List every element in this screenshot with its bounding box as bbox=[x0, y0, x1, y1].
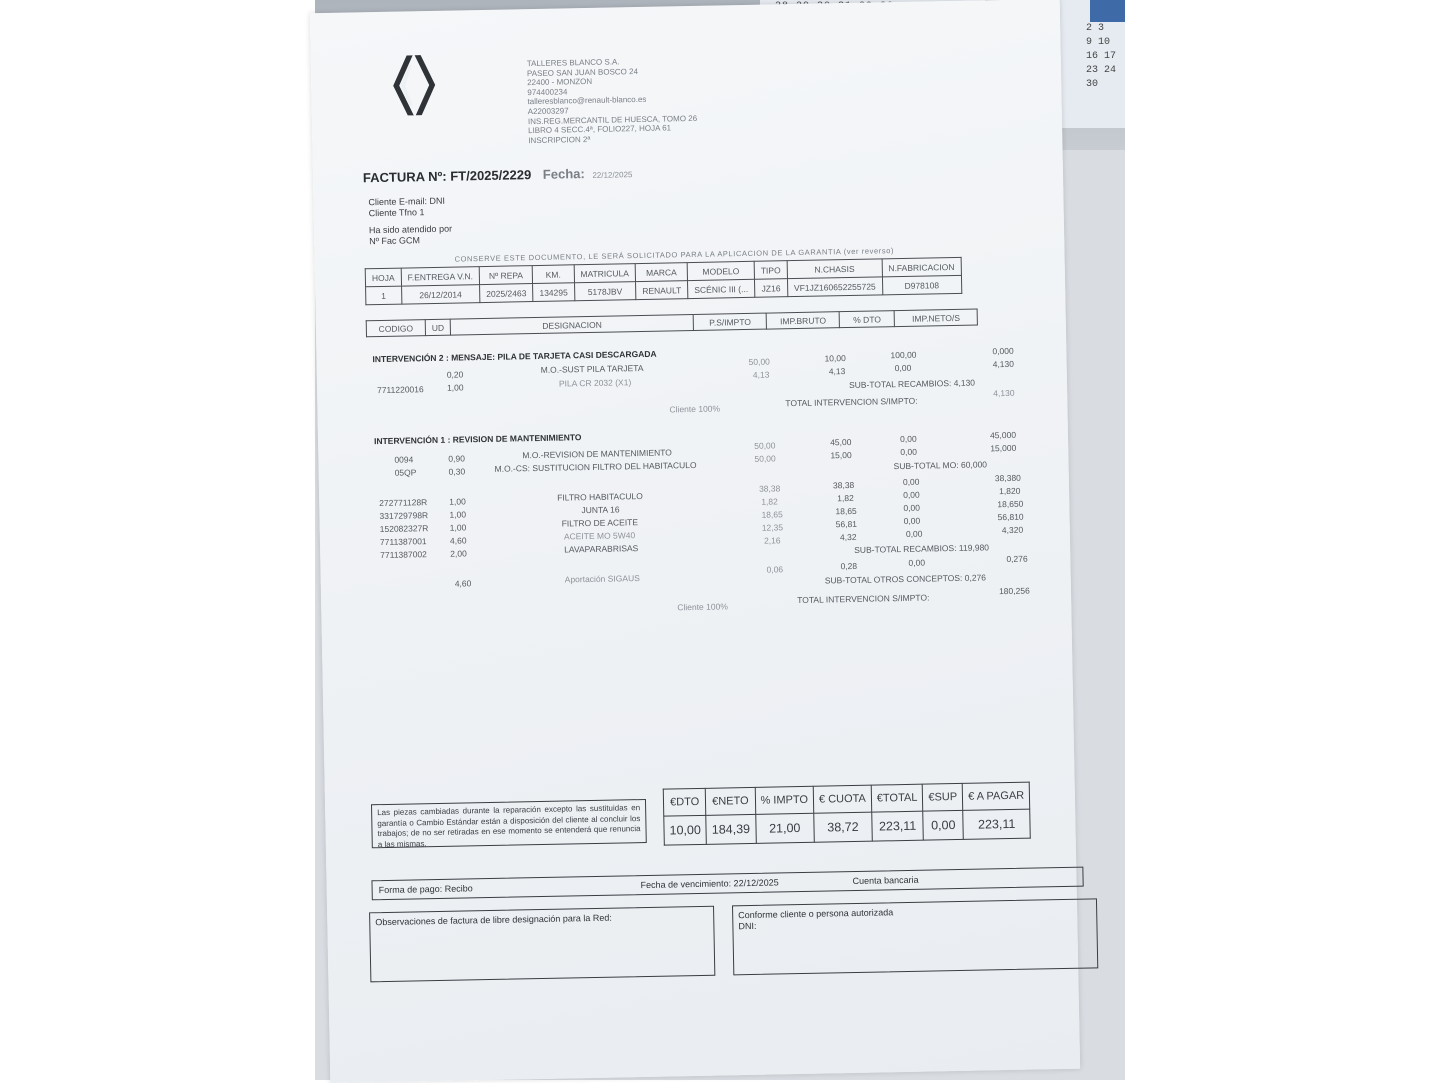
vehicle-value: D978108 bbox=[882, 275, 961, 295]
vehicle-table bbox=[365, 257, 962, 305]
line-price: 50,00 bbox=[754, 440, 776, 451]
vehicle-header: F.ENTREGA V.N. bbox=[401, 267, 480, 287]
total-intervention-label: TOTAL INTERVENCION S/IMPTO: bbox=[797, 592, 930, 606]
vehicle-header: TIPO bbox=[754, 261, 787, 280]
payment-bar bbox=[371, 867, 1083, 901]
vehicle-value: VF1JZ160652255725 bbox=[787, 277, 882, 297]
client-phone-label: Cliente Tfno 1 bbox=[368, 207, 425, 219]
vehicle-header: MARCA bbox=[635, 263, 687, 282]
line-qty: 1,00 bbox=[449, 509, 467, 520]
line-gross: 15,00 bbox=[830, 449, 852, 461]
vehicle-value: 26/12/2014 bbox=[401, 285, 480, 305]
line-gross: 38,38 bbox=[832, 479, 855, 491]
totals-value: 0,00 bbox=[923, 810, 963, 840]
calendar-header bbox=[1090, 0, 1125, 22]
payer-label: Cliente 100% bbox=[669, 403, 721, 415]
company-line: INSCRIPCION 2ª bbox=[528, 134, 591, 145]
line-code: 05QP bbox=[394, 467, 417, 478]
line-code: 152082327R bbox=[379, 523, 429, 535]
line-net: 0,276 bbox=[1006, 553, 1028, 565]
vehicle-header: HOJA bbox=[365, 268, 401, 287]
vehicle-header: MATRICULA bbox=[574, 264, 636, 283]
line-price: 50,00 bbox=[754, 453, 776, 464]
line-dto: 0,00 bbox=[905, 528, 923, 539]
line-dto: 0,00 bbox=[908, 557, 926, 568]
brand-logo-icon bbox=[389, 51, 440, 120]
invoice-date-label: Fecha: bbox=[542, 166, 585, 182]
vehicle-header: MODELO bbox=[687, 261, 754, 280]
line-desc: JUNTA 16 bbox=[581, 504, 620, 516]
line-gross: 1,82 bbox=[837, 492, 854, 504]
line-code: 7711220016 bbox=[376, 384, 424, 396]
line-dto: 0,00 bbox=[894, 362, 912, 374]
line-desc: M.O.-REVISION DE MANTENIMIENTO bbox=[522, 447, 672, 461]
line-price: 2,16 bbox=[763, 535, 781, 546]
attended-by-label: Ha sido atendido por bbox=[368, 223, 453, 236]
col-net: IMP.NETO/S bbox=[894, 309, 977, 327]
line-qty: 4,60 bbox=[449, 535, 467, 546]
subtotal-parts: SUB-TOTAL RECAMBIOS: 4,130 bbox=[848, 377, 976, 391]
vehicle-header: N.FABRICACION bbox=[882, 257, 961, 277]
line-gross: 45,00 bbox=[830, 436, 852, 448]
line-gross: 4,13 bbox=[828, 366, 846, 377]
totals-value: 21,00 bbox=[755, 813, 814, 843]
company-line: TALLERES BLANCO S.A. bbox=[526, 57, 620, 69]
total-intervention-value: 180,256 bbox=[998, 585, 1030, 597]
line-net: 18,650 bbox=[997, 498, 1024, 510]
company-line: PASEO SAN JUAN BOSCO 24 bbox=[526, 66, 639, 78]
totals-value-row bbox=[664, 809, 1031, 845]
invoice-label: FACTURA Nº: bbox=[362, 168, 447, 186]
totals-header: €TOTAL bbox=[871, 784, 923, 812]
line-dto: 0,00 bbox=[902, 476, 920, 487]
totals-value: 38,72 bbox=[814, 812, 872, 842]
line-desc: FILTRO DE ACEITE bbox=[561, 517, 639, 529]
line-code: 0094 bbox=[394, 454, 414, 465]
line-net: 4,130 bbox=[992, 358, 1015, 370]
line-price: 12,35 bbox=[761, 522, 784, 533]
company-line: 974400234 bbox=[527, 87, 568, 97]
vehicle-value: RENAULT bbox=[636, 281, 688, 300]
line-code: 331729798R bbox=[379, 510, 429, 522]
col-price: P.S/IMPTO bbox=[693, 313, 766, 330]
line-net: 1,820 bbox=[999, 485, 1021, 497]
line-net: 38,380 bbox=[994, 472, 1021, 484]
line-desc: PILA CR 2032 (X1) bbox=[558, 377, 632, 389]
line-net: 15,000 bbox=[990, 442, 1017, 454]
line-net: 56,810 bbox=[997, 511, 1024, 523]
line-qty: 4,60 bbox=[454, 578, 472, 589]
client-email-label: Cliente E-mail: DNI bbox=[368, 195, 446, 208]
subtotal-other: SUB-TOTAL OTROS CONCEPTOS: 0,276 bbox=[824, 572, 987, 586]
line-gross: 56,81 bbox=[835, 518, 858, 530]
vehicle-value: 2025/2463 bbox=[480, 284, 534, 303]
intervention-2-title: INTERVENCIÓN 2 : MENSAJE: PILA DE TARJETA CASI DESCARGADA bbox=[372, 348, 657, 365]
totals-header: € A PAGAR bbox=[962, 782, 1030, 810]
payment-method: Forma de pago: Recibo bbox=[378, 883, 473, 896]
vehicle-value: 1 bbox=[366, 286, 402, 305]
company-info bbox=[527, 56, 698, 146]
line-price: 38,38 bbox=[758, 483, 781, 494]
totals-value: 184,39 bbox=[706, 814, 756, 844]
totals-value: 10,00 bbox=[664, 815, 707, 845]
line-desc: Aportación SIGAUS bbox=[564, 573, 640, 585]
subtotal-parts: SUB-TOTAL RECAMBIOS: 119,980 bbox=[854, 542, 990, 555]
observations-box: Observaciones de factura de libre designación para la Red: bbox=[369, 906, 715, 983]
totals-table bbox=[663, 782, 1031, 846]
line-gross: 4,32 bbox=[839, 531, 857, 543]
line-net: 4,320 bbox=[1001, 524, 1024, 536]
line-price: 0,06 bbox=[766, 564, 784, 575]
vehicle-header: KM. bbox=[532, 265, 574, 284]
line-qty: 0,90 bbox=[448, 453, 466, 464]
line-desc: M.O.-SUST PILA TARJETA bbox=[540, 362, 644, 375]
client-info bbox=[368, 196, 452, 248]
vehicle-value: JZ16 bbox=[754, 279, 787, 298]
calendar-day: 16 17 bbox=[1086, 51, 1117, 62]
bank-account: Cuenta bancaria bbox=[852, 874, 919, 887]
gcm-label: Nº Fac GCM bbox=[369, 235, 421, 247]
line-qty: 1,00 bbox=[449, 522, 467, 533]
line-gross: 10,00 bbox=[824, 353, 846, 364]
col-dto: % DTO bbox=[839, 311, 894, 328]
line-price: 1,82 bbox=[761, 496, 778, 507]
calendar-day: 2 3 bbox=[1086, 23, 1105, 34]
line-desc: ACEITE MO 5W40 bbox=[563, 530, 636, 542]
line-desc: FILTRO HABITACULO bbox=[557, 490, 643, 503]
total-intervention-label: TOTAL INTERVENCION S/IMPTO: bbox=[785, 395, 918, 409]
line-qty: 1,00 bbox=[449, 496, 466, 507]
subtotal-labour: SUB-TOTAL MO: 60,000 bbox=[893, 459, 988, 472]
totals-header: € CUOTA bbox=[813, 785, 871, 813]
totals-header: €SUP bbox=[923, 783, 963, 811]
invoice-title bbox=[363, 165, 633, 185]
invoice-paper bbox=[310, 0, 1080, 1083]
line-code: 272771128R bbox=[379, 497, 428, 509]
company-line: 22400 - MONZON bbox=[527, 77, 593, 88]
conformity-label: Conforme cliente o persona autorizada bbox=[738, 907, 894, 921]
calendar-day: 23 24 bbox=[1086, 65, 1117, 76]
payer-label: Cliente 100% bbox=[677, 601, 728, 613]
col-ud: UD bbox=[425, 319, 451, 335]
amount-due: 223,11 bbox=[963, 809, 1031, 839]
line-net: 45,000 bbox=[989, 429, 1017, 441]
lines-column-header bbox=[366, 309, 978, 338]
company-line: A22003297 bbox=[527, 106, 569, 117]
line-dto: 100,00 bbox=[890, 349, 917, 361]
invoice-number: FT/2025/2229 bbox=[450, 167, 532, 184]
line-qty: 2,00 bbox=[450, 548, 467, 559]
totals-value: 223,11 bbox=[872, 811, 924, 841]
vehicle-header: Nº REPA bbox=[479, 266, 533, 285]
totals-header: % IMPTO bbox=[755, 786, 814, 814]
line-gross: 18,65 bbox=[835, 505, 857, 517]
company-line: INS.REG.MERCANTIL DE HUESCA, TOMO 26 bbox=[527, 113, 698, 126]
line-dto: 0,00 bbox=[900, 446, 917, 458]
line-qty: 1,00 bbox=[446, 382, 464, 393]
line-code: 7711387001 bbox=[379, 536, 427, 548]
conformity-box bbox=[732, 898, 1098, 975]
line-dto: 0,00 bbox=[903, 489, 920, 500]
vehicle-header: N.CHASIS bbox=[787, 259, 882, 279]
calendar-day: 9 10 bbox=[1086, 37, 1111, 48]
line-price: 18,65 bbox=[761, 509, 783, 520]
line-dto: 0,00 bbox=[903, 515, 921, 526]
line-price: 50,00 bbox=[748, 356, 770, 367]
company-line: talleresblanco@renault-blanco.es bbox=[527, 95, 647, 107]
vehicle-value: 5178JBV bbox=[574, 282, 636, 301]
line-desc: M.O.-CS: SUSTITUCION FILTRO DEL HABITACULO bbox=[494, 459, 697, 474]
vehicle-value: SCÉNIC III (... bbox=[688, 279, 755, 298]
line-qty: 0,20 bbox=[446, 369, 464, 380]
totals-header: €DTO bbox=[663, 788, 706, 816]
line-code: 7711387002 bbox=[380, 549, 427, 561]
warranty-notice: CONSERVE ESTE DOCUMENTO, LE SERÁ SOLICITADO PARA LA APLICACION DE LA GARANTIA (ver reverso) bbox=[454, 246, 895, 264]
disclaimer-box: Las piezas cambiadas durante la reparación excepto las sustituidas en garantía o Cambio Estándar están a disposición del cliente al concluir los trabajos; de no ser retiradas en ese momento se entenderá que renuncia a las mismas. bbox=[371, 799, 647, 848]
invoice-date: 22/12/2025 bbox=[592, 170, 633, 180]
company-line: LIBRO 4 SECC.4ª, FOLIO227, HOJA 61 bbox=[528, 123, 672, 136]
vehicle-value: 134295 bbox=[533, 283, 575, 302]
line-price: 4,13 bbox=[752, 369, 770, 380]
intervention-1-title: INTERVENCIÓN 1 : REVISION DE MANTENIMIENTO bbox=[373, 432, 582, 447]
totals-header: €NETO bbox=[706, 787, 756, 815]
line-dto: 0,00 bbox=[899, 433, 917, 445]
line-dto: 0,00 bbox=[903, 502, 921, 513]
line-desc: LAVAPARABRISAS bbox=[564, 543, 639, 555]
col-gross: IMP.BRUTO bbox=[766, 312, 839, 329]
line-net: 0,000 bbox=[992, 345, 1014, 357]
dni-label: DNI: bbox=[738, 920, 757, 932]
line-qty: 0,30 bbox=[448, 466, 466, 477]
calendar-day: 30 bbox=[1086, 79, 1099, 90]
total-intervention-value: 4,130 bbox=[993, 387, 1015, 399]
due-date: Fecha de vencimiento: 22/12/2025 bbox=[640, 877, 779, 891]
col-designacion: DESIGNACION bbox=[450, 314, 693, 335]
line-gross: 0,28 bbox=[840, 560, 858, 572]
col-codigo: CODIGO bbox=[366, 320, 425, 337]
